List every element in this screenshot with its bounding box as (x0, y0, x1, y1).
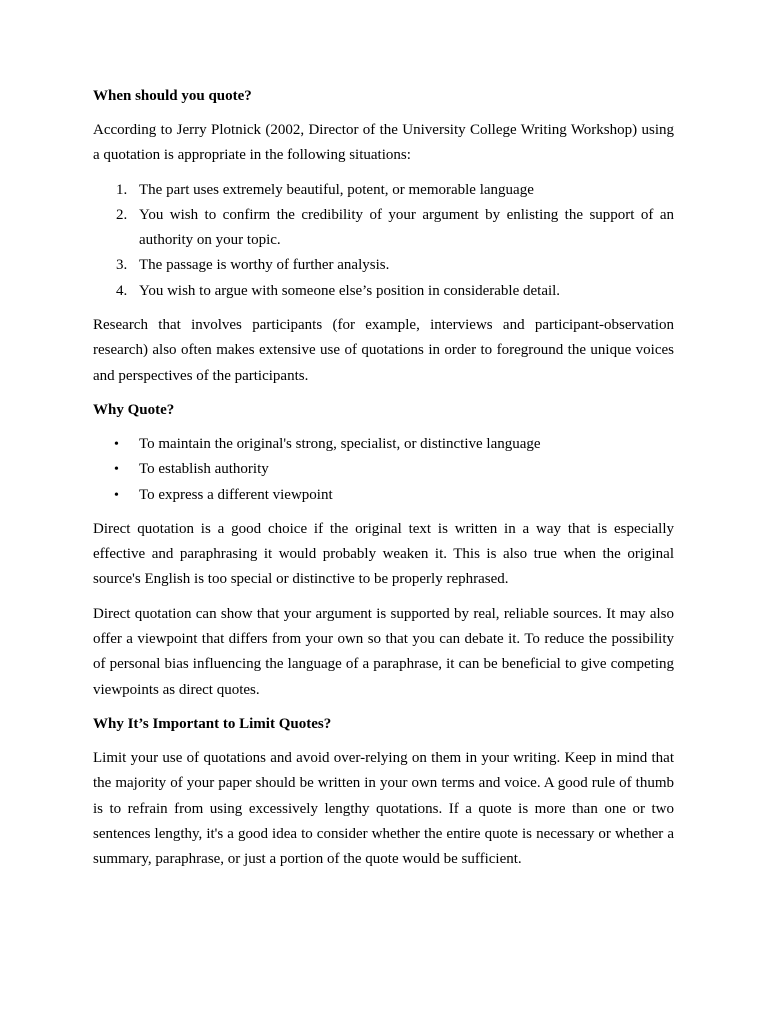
list-item (93, 279, 674, 304)
list-item (93, 457, 674, 482)
list-item-text: To express a different viewpoint (139, 486, 333, 503)
list-item (93, 203, 674, 254)
list-item-text: The passage is worthy of further analysis. (139, 257, 390, 274)
bullet-icon: • (114, 487, 119, 503)
list-item (93, 483, 674, 508)
list-item (93, 253, 674, 278)
list-number: 1. (116, 181, 128, 198)
direct-quotation-paragraph-2: Direct quotation can show that your argument is supported by real, reliable sources. It may also offer a viewpoint that differs from your own so that you can debate it. To reduce the possibility of personal bias influencing the language of a paraphrase, it can be beneficial to give competing viewpoints as direct quotes. (93, 605, 674, 698)
list-number: 2. (116, 206, 128, 223)
document-page (93, 84, 674, 881)
heading-limit-quotes: Why It’s Important to Limit Quotes? (93, 715, 332, 732)
bullet-icon: • (114, 436, 119, 452)
bullet-icon: • (114, 462, 119, 478)
heading-when-to-quote: When should you quote? (93, 88, 252, 104)
direct-quotation-paragraph-1: Direct quotation is a good choice if the original text is written in a way that is especially effective and paraphrasing it would probably weaken it. This is also true when the original source's English is too special or distinctive to be properly rephrased. (93, 520, 674, 588)
list-item (93, 178, 674, 203)
list-item-text: You wish to argue with someone else’s position in considerable detail. (139, 282, 561, 299)
list-item-text: To establish authority (139, 461, 269, 478)
list-item-text: The part uses extremely beautiful, potent, or memorable language (139, 181, 534, 198)
limit-quotes-paragraph: Limit your use of quotations and avoid over-relying on them in your writing. Keep in mind that the majority of your paper should be written in your own terms and voice. A good rule of thumb is to refrain from using excessively lengthy quotations. If a quote is more than one or two sentences lengthy, it's a good idea to consider whether the entire quote is necessary or whether a summary, paraphrase, or just a portion of the quote would be sufficient. (93, 749, 674, 868)
numbered-list (93, 178, 674, 304)
intro-paragraph: According to Jerry Plotnick (2002, Director of the University College Writing Workshop) using a quotation is appropriate in the following situations: (93, 122, 674, 164)
list-item-text: To maintain the original's strong, specialist, or distinctive language (139, 435, 541, 452)
research-paragraph: Research that involves participants (for example, interviews and participant-observation research) also often makes extensive use of quotations in order to foreground the unique voices and perspectives of the participants. (93, 317, 674, 384)
list-number: 4. (116, 282, 128, 299)
list-item (93, 432, 674, 457)
list-item-text: You wish to confirm the credibility of your argument by enlisting the support of an authority on your topic. (139, 206, 674, 249)
heading-why-quote: Why Quote? (93, 401, 175, 418)
bullet-list (93, 432, 674, 508)
list-number: 3. (116, 257, 128, 274)
